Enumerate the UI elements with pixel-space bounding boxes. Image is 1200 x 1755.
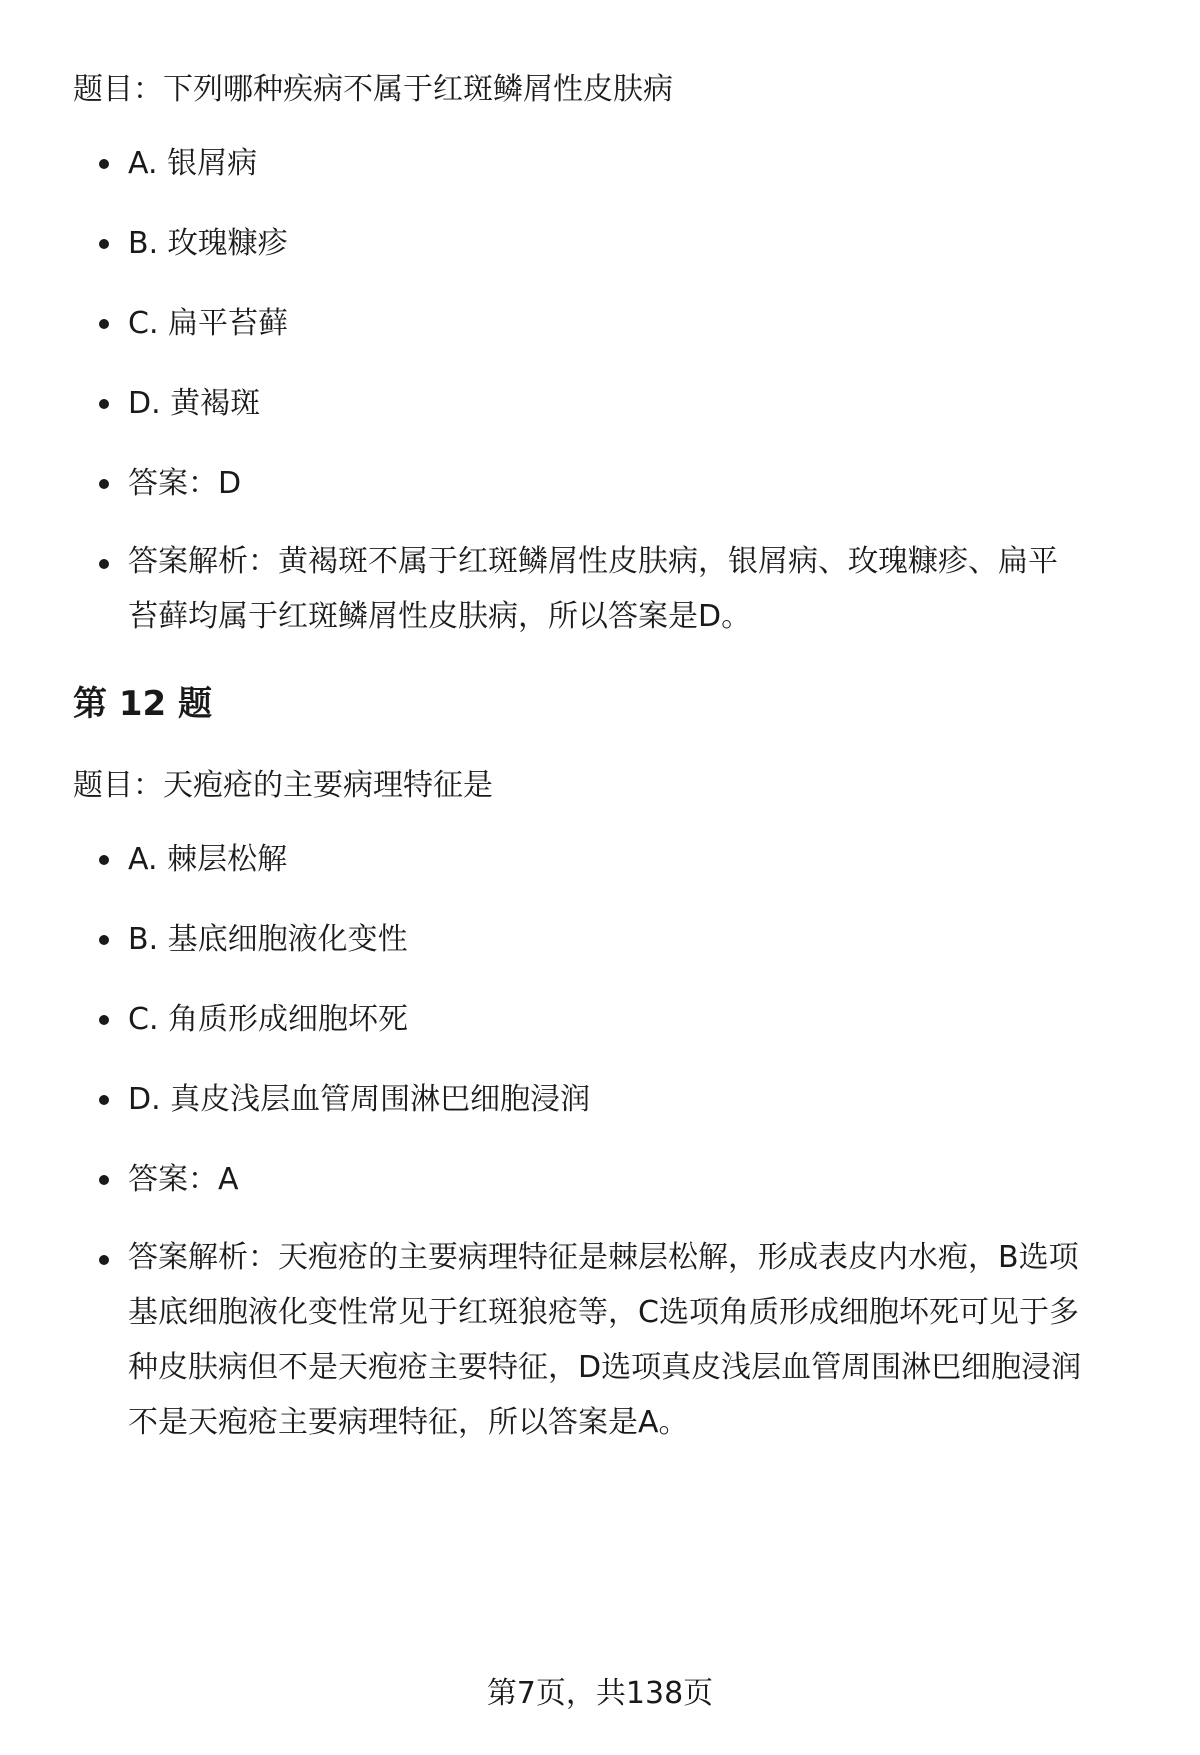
question-12-option-b: B. 基底细胞液化变性 <box>73 910 1083 970</box>
question-11-option-a: A. 银屑病 <box>73 134 1083 194</box>
question-11-answer: 答案：D <box>73 454 1083 514</box>
question-11-list <box>73 134 1136 644</box>
question-12-option-a: A. 棘层松解 <box>73 830 1083 890</box>
question-12-heading: 第 12 题 <box>73 684 212 724</box>
question-11-option-d: D. 黄褐斑 <box>73 374 1083 434</box>
question-11-explanation: 答案解析：黄褐斑不属于红斑鳞屑性皮肤病，银屑病、玫瑰糠疹、扁平苔藓均属于红斑鳞屑性皮肤病，所以答案是D。 <box>73 534 1083 644</box>
question-12-answer: 答案：A <box>73 1150 1083 1210</box>
question-11-option-c: C. 扁平苔藓 <box>73 294 1083 354</box>
question-11-option-b: B. 玫瑰糠疹 <box>73 214 1083 274</box>
question-12-option-d: D. 真皮浅层血管周围淋巴细胞浸润 <box>73 1070 1083 1130</box>
question-12-text: 题目：天疱疮的主要病理特征是 <box>73 768 493 803</box>
question-12-option-c: C. 角质形成细胞坏死 <box>73 990 1083 1050</box>
question-12-list <box>73 830 1136 1450</box>
question-12-explanation: 答案解析：天疱疮的主要病理特征是棘层松解，形成表皮内水疱，B选项基底细胞液化变性常见于红斑狼疮等，C选项角质形成细胞坏死可见于多种皮肤病但不是天疱疮主要特征，D选项真皮浅层血管周围淋巴细胞浸润不是天疱疮主要病理特征，所以答案是A。 <box>73 1230 1083 1450</box>
page-footer: 第7页，共138页 <box>486 1676 714 1711</box>
question-11-text: 题目：下列哪种疾病不属于红斑鳞屑性皮肤病 <box>73 72 673 107</box>
